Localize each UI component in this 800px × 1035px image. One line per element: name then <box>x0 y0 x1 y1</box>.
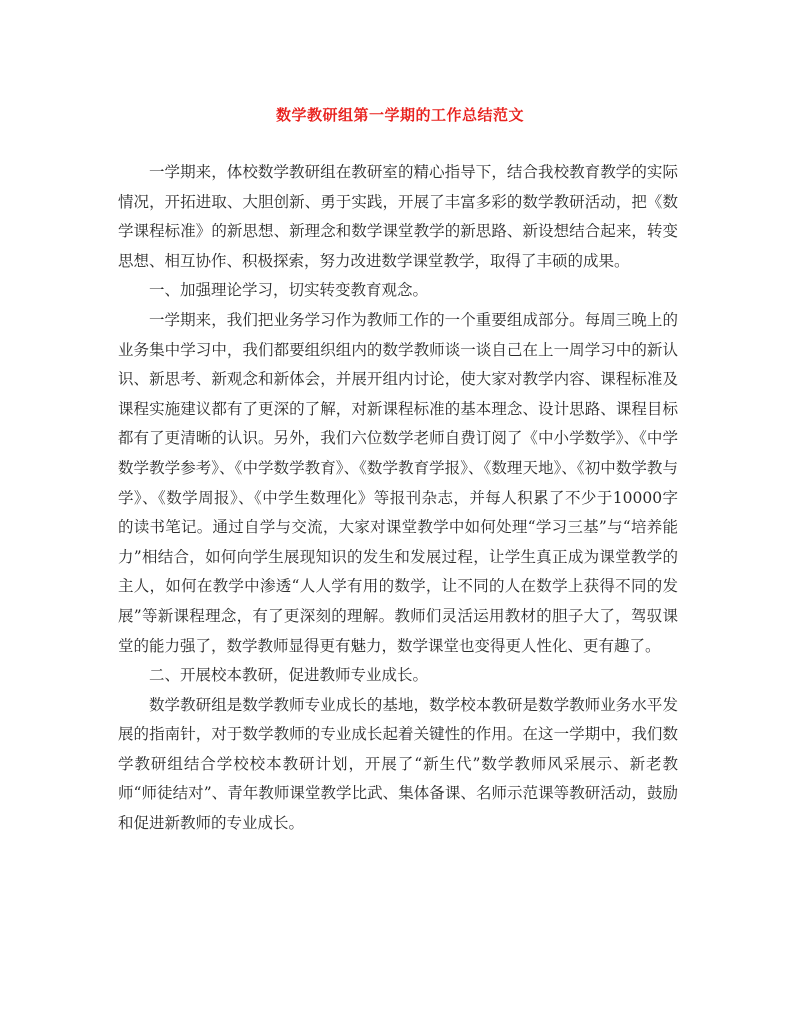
document-body <box>118 158 678 839</box>
paragraph-section-1: 一学期来，我们把业务学习作为教师工作的一个重要组成部分。每周三晚上的业务集中学习中，我们都要组织组内的数学教师谈一谈自己在上一周学习中的新认识、新思考、新观念和新体会，并展开组内讨论，使大家对教学内容、课程标准及课程实施建议都有了更深的了解，对新课程标准的基本理念、设计思路、课程目标都有了更清晰的认识。另外，我们六位数学老师自费订阅了《中小学数学》、《中学数学教学参考》、《中学数学教育》、《数学教育学报》、《数理天地》、《初中数学教与学》、《数学周报》、《中学生数理化》等报刊杂志，并每人积累了不少于10000字的读书笔记。通过自学与交流，大家对课堂教学中如何处理“学习三基”与“培养能力”相结合，如何向学生展现知识的发生和发展过程，让学生真正成为课堂教学的主人，如何在教学中渗透“人人学有用的数学，让不同的人在数学上获得不同的发展”等新课程理念，有了更深刻的理解。教师们灵活运用教材的胆子大了，驾驭课堂的能力强了，数学教师显得更有魅力，数学课堂也变得更人性化、更有趣了。 <box>118 310 678 655</box>
paragraph-section-2: 数学教研组是数学教师专业成长的基地，数学校本教研是数学教师业务水平发展的指南针，对于数学教师的专业成长起着关键性的作用。在这一学期中，我们数学教研组结合学校校本教研计划，开展了“新生代”数学教师风采展示、新老教师“师徒结对”、青年教师课堂教学比武、集体备课、名师示范课等教研活动，鼓励和促进新教师的专业成长。 <box>118 695 678 833</box>
paragraph-intro: 一学期来，体校数学教研组在教研室的精心指导下，结合我校教育教学的实际情况，开拓进取、大胆创新、勇于实践，开展了丰富多彩的数学教研活动，把《数学课程标准》的新思想、新理念和数学课堂教学的新思路、新设想结合起来，转变思想、相互协作、积极探索，努力改进数学课堂教学，取得了丰硕的成果。 <box>118 163 678 270</box>
section-heading-1: 一、加强理论学习，切实转变教育观念。 <box>149 281 429 300</box>
section-heading-2: 二、开展校本教研，促进教师专业成长。 <box>149 666 429 685</box>
document-title: 数学教研组第一学期的工作总结范文 <box>275 106 524 124</box>
